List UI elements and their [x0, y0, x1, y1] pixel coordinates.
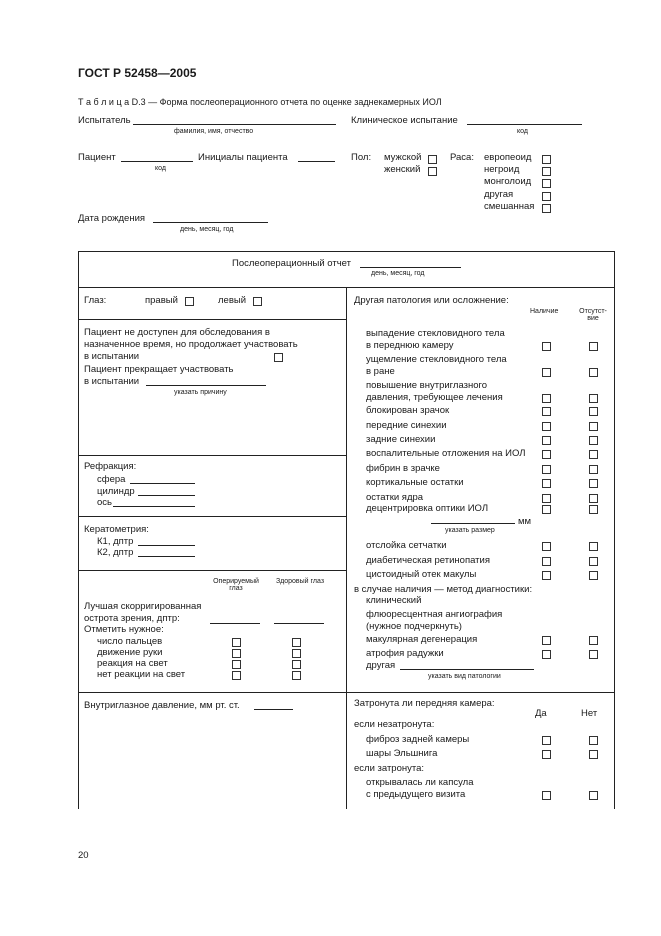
absent-checkbox[interactable]: [589, 422, 598, 431]
race-option: монголоид: [484, 176, 532, 187]
absent-checkbox[interactable]: [589, 505, 598, 514]
section-divider: [78, 455, 346, 456]
race-option: негроид: [484, 164, 520, 175]
col-yes: Да: [535, 708, 547, 719]
acuity-healthy-checkbox[interactable]: [292, 638, 301, 647]
diagnostic-method-note: (нужное подчеркнуть): [366, 621, 462, 632]
unavailable-text: в испытании: [84, 351, 140, 362]
diagnostic-method-clinical: клинический: [366, 595, 422, 606]
acuity-operated-checkbox[interactable]: [232, 660, 241, 669]
anterior-title: Затронута ли передняя камера:: [354, 698, 495, 709]
pathology-title: Другая патология или осложнение:: [354, 295, 509, 306]
sex-option-female: женский: [384, 164, 421, 175]
col-operated-eye: Оперируемый глаз: [213, 578, 259, 592]
diagnostic-method-title: в случае наличия — метод диагностики:: [354, 584, 533, 595]
acuity-operated-checkbox[interactable]: [232, 671, 241, 680]
stop-participation-text: в испытании: [84, 376, 140, 387]
k2-field[interactable]: [138, 556, 195, 557]
size-caption: указать размер: [445, 527, 495, 534]
eye-left-label: левый: [218, 295, 247, 306]
present-checkbox[interactable]: [542, 436, 551, 445]
pathology-item: задние синехии: [366, 434, 436, 445]
stop-participation-text: Пациент прекращает участвовать: [84, 364, 234, 375]
present-checkbox[interactable]: [542, 650, 551, 659]
absent-checkbox[interactable]: [589, 342, 598, 351]
race-checkbox[interactable]: [542, 167, 551, 176]
cylinder-field[interactable]: [138, 495, 195, 496]
acuity-healthy-checkbox[interactable]: [292, 660, 301, 669]
table-caption: Т а б л и ц а D.3 — Форма послеоперационного отчета по оценке заднекамерных ИОЛ: [78, 97, 442, 107]
section-divider: [78, 570, 346, 571]
pathology-item: отслойка сетчатки: [366, 540, 447, 551]
patient-initials-label: Инициалы пациента: [198, 152, 288, 163]
present-checkbox[interactable]: [542, 571, 551, 580]
page-number: 20: [78, 850, 89, 861]
if-yes-label: если затронута:: [354, 763, 425, 774]
pathology-item: фибрин в зрачке: [366, 463, 440, 474]
present-checkbox[interactable]: [542, 557, 551, 566]
absent-checkbox[interactable]: [589, 450, 598, 459]
race-option: европеоид: [484, 152, 532, 163]
size-field[interactable]: [431, 523, 515, 524]
capsule-opened-label: открывалась ли капсула: [366, 777, 474, 788]
race-option: смешанная: [484, 201, 535, 212]
absent-checkbox[interactable]: [589, 557, 598, 566]
absent-checkbox[interactable]: [589, 479, 598, 488]
patient-initials-field[interactable]: [298, 161, 335, 162]
sex-option-male: мужской: [384, 152, 422, 163]
present-checkbox[interactable]: [542, 494, 551, 503]
clinical-trial-field[interactable]: [467, 124, 582, 125]
column-divider: [346, 287, 347, 809]
absent-checkbox[interactable]: [589, 394, 598, 403]
acuity-option: нет реакции на свет: [97, 669, 186, 680]
sphere-label: сфера: [97, 474, 126, 485]
col-no: Нет: [581, 708, 598, 719]
other-pathology-caption: указать вид патологии: [428, 673, 501, 680]
tester-caption: фамилия, имя, отчество: [174, 128, 254, 135]
absent-checkbox[interactable]: [589, 542, 598, 551]
pathology-item: в ране: [366, 366, 395, 377]
eye-left-checkbox[interactable]: [253, 297, 262, 306]
col-healthy-eye: Здоровый глаз: [275, 578, 325, 585]
document-header: ГОСТ Р 52458—2005: [78, 66, 197, 80]
pathology-item: атрофия радужки: [366, 648, 444, 659]
acuity-healthy-checkbox[interactable]: [292, 671, 301, 680]
sex-label: Пол:: [351, 152, 372, 163]
absent-checkbox[interactable]: [589, 494, 598, 503]
race-option: другая: [484, 189, 514, 200]
pathology-item: повышение внутриглазного: [366, 380, 488, 391]
birth-label: Дата рождения: [78, 213, 146, 224]
race-label: Раса:: [450, 152, 474, 163]
patient-code-caption: код: [155, 165, 166, 172]
report-label: Послеоперационный отчет: [232, 258, 351, 269]
present-checkbox[interactable]: [542, 422, 551, 431]
best-corrected-label: Лучшая скорригированная: [84, 601, 202, 612]
no-checkbox[interactable]: [589, 791, 598, 800]
race-checkbox[interactable]: [542, 179, 551, 188]
race-checkbox[interactable]: [542, 204, 551, 213]
pathology-item: передние синехии: [366, 420, 447, 431]
section-divider: [78, 692, 346, 693]
other-pathology-field[interactable]: [400, 669, 534, 670]
reason-caption: указать причину: [174, 389, 227, 396]
yes-checkbox[interactable]: [542, 791, 551, 800]
section-divider: [346, 692, 615, 693]
k1-field[interactable]: [138, 545, 195, 546]
yes-checkbox[interactable]: [542, 750, 551, 759]
capsule-opened-label: с предыдущего визита: [366, 789, 466, 800]
pathology-item: цистоидный отек макулы: [366, 569, 477, 580]
present-checkbox[interactable]: [542, 465, 551, 474]
present-checkbox[interactable]: [542, 505, 551, 514]
eye-right-label: правый: [145, 295, 178, 306]
sphere-field[interactable]: [130, 483, 195, 484]
acuity-healthy-checkbox[interactable]: [292, 649, 301, 658]
pathology-item: выпадение стекловидного тела: [366, 328, 505, 339]
pathology-item: диабетическая ретинопатия: [366, 555, 490, 566]
acuity-operated-checkbox[interactable]: [232, 638, 241, 647]
no-checkbox[interactable]: [589, 736, 598, 745]
pathology-item: давления, требующее лечения: [366, 392, 503, 403]
clinical-trial-caption: код: [517, 128, 528, 135]
tester-label: Испытатель: [78, 115, 131, 126]
pathology-item: остатки ядра: [366, 492, 424, 503]
absent-checkbox[interactable]: [589, 407, 598, 416]
report-date-caption: день, месяц, год: [371, 270, 425, 277]
absent-checkbox[interactable]: [589, 465, 598, 474]
birth-caption: день, месяц, год: [180, 226, 234, 233]
section-divider: [78, 516, 346, 517]
iop-label: Внутриглазное давление, мм рт. ст.: [84, 700, 240, 711]
no-checkbox[interactable]: [589, 750, 598, 759]
pathology-item: воспалительные отложения на ИОЛ: [366, 448, 526, 459]
present-checkbox[interactable]: [542, 479, 551, 488]
other-pathology-label: другая: [366, 660, 396, 671]
present-checkbox[interactable]: [542, 542, 551, 551]
race-checkbox[interactable]: [542, 155, 551, 164]
patient-label: Пациент: [78, 152, 116, 163]
k1-label: К1, дптр: [97, 536, 134, 547]
diagnostic-method-fluorescent: флюоресцентная ангиография: [366, 609, 503, 620]
eye-right-checkbox[interactable]: [185, 297, 194, 306]
eye-label: Глаз:: [84, 295, 107, 306]
acuity-option: реакция на свет: [97, 658, 168, 669]
race-checkbox[interactable]: [542, 192, 551, 201]
acuity-option: движение руки: [97, 647, 163, 658]
elschnig-label: шары Эльшнига: [366, 748, 438, 759]
present-checkbox[interactable]: [542, 450, 551, 459]
unavailable-text: Пациент не доступен для обследования в: [84, 327, 270, 338]
section-divider: [78, 319, 346, 320]
absent-checkbox[interactable]: [589, 436, 598, 445]
patient-code-field[interactable]: [121, 161, 193, 162]
pathology-item: кортикальные остатки: [366, 477, 464, 488]
cylinder-label: цилиндр: [97, 486, 135, 497]
acuity-healthy-field[interactable]: [274, 623, 324, 624]
axis-label: ось: [97, 497, 112, 508]
acuity-operated-checkbox[interactable]: [232, 649, 241, 658]
reason-field[interactable]: [146, 385, 266, 386]
absent-checkbox[interactable]: [589, 650, 598, 659]
refraction-label: Рефракция:: [84, 461, 137, 472]
tester-field[interactable]: [133, 124, 336, 125]
absent-checkbox[interactable]: [589, 368, 598, 377]
best-corrected-label: острота зрения, дптр:: [84, 613, 180, 624]
present-checkbox[interactable]: [542, 368, 551, 377]
unavailable-text: назначенное время, но продолжает участвовать: [84, 339, 298, 350]
absent-checkbox[interactable]: [589, 636, 598, 645]
fibrosis-label: фиброз задней камеры: [366, 734, 470, 745]
sex-male-checkbox[interactable]: [428, 155, 437, 164]
if-not-label: если незатронута:: [354, 719, 435, 730]
iop-field[interactable]: [254, 709, 293, 710]
acuity-option: число пальцев: [97, 636, 163, 647]
pathology-item: блокирован зрачок: [366, 405, 450, 416]
unavailable-checkbox[interactable]: [274, 353, 283, 362]
birth-field[interactable]: [153, 222, 268, 223]
keratometry-label: Кератометрия:: [84, 524, 149, 535]
yes-checkbox[interactable]: [542, 736, 551, 745]
mark-needed-label: Отметить нужное:: [84, 624, 164, 635]
present-checkbox[interactable]: [542, 407, 551, 416]
report-date-field[interactable]: [360, 267, 461, 268]
acuity-operated-field[interactable]: [210, 623, 260, 624]
absent-checkbox[interactable]: [589, 571, 598, 580]
pathology-item: ущемление стекловидного тела: [366, 354, 507, 365]
pathology-item: в переднюю камеру: [366, 340, 454, 351]
clinical-trial-label: Клиническое испытание: [351, 115, 458, 126]
size-unit: мм: [518, 516, 532, 527]
col-absent: Отсутст-вие: [579, 308, 607, 322]
pathology-item: макулярная дегенерация: [366, 634, 478, 645]
k2-label: К2, дптр: [97, 547, 134, 558]
present-checkbox[interactable]: [542, 342, 551, 351]
col-present: Наличие: [530, 308, 559, 315]
axis-field[interactable]: [113, 506, 195, 507]
present-checkbox[interactable]: [542, 636, 551, 645]
pathology-item: децентрировка оптики ИОЛ: [366, 503, 489, 514]
sex-female-checkbox[interactable]: [428, 167, 437, 176]
present-checkbox[interactable]: [542, 394, 551, 403]
